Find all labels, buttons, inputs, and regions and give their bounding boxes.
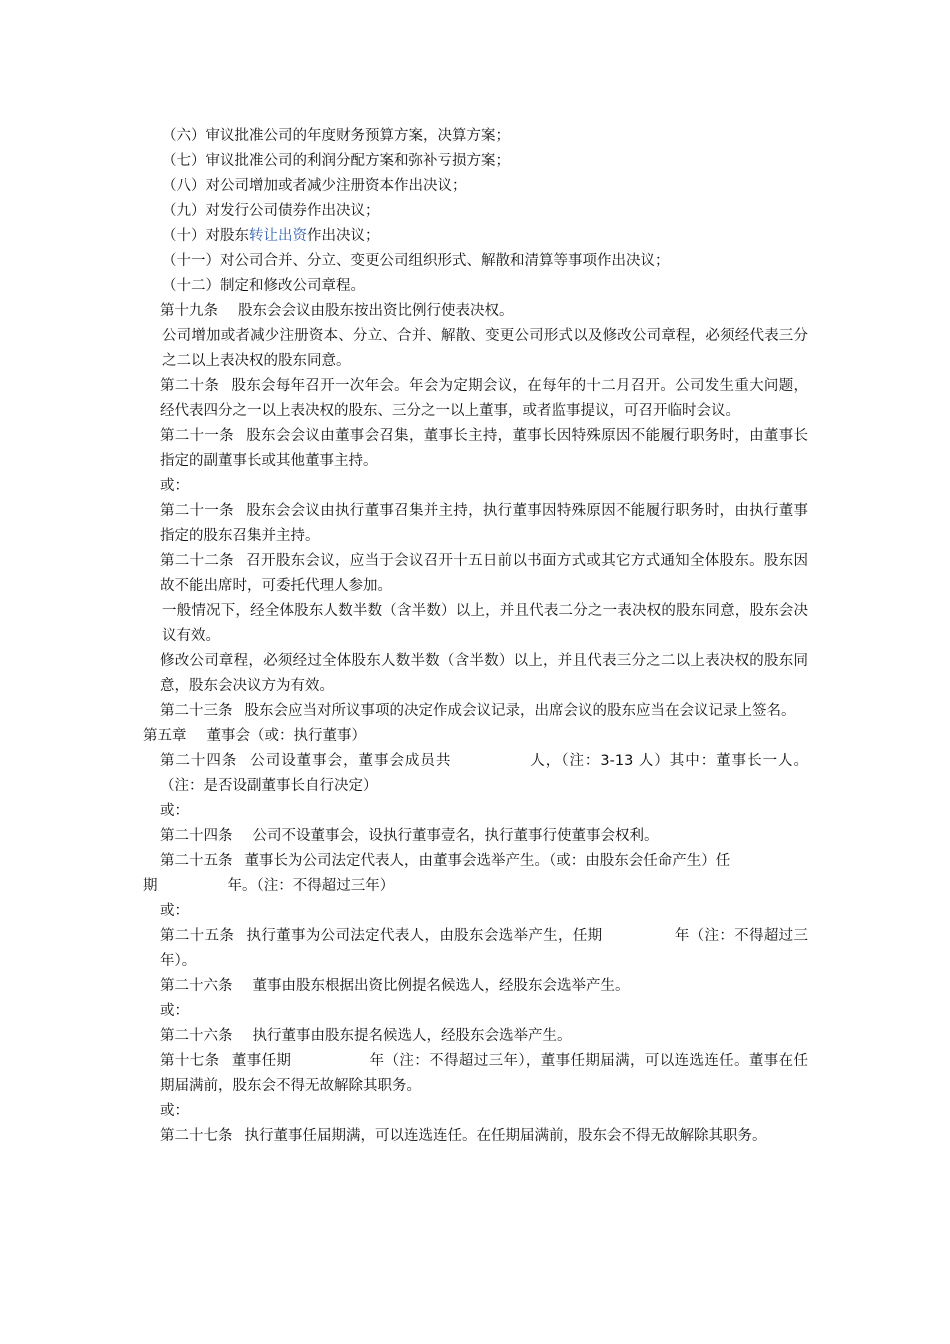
item-9 [143, 199, 808, 224]
or-line-5 [143, 1099, 808, 1124]
item-6-text: （六）审议批准公司的年度财务预算方案，决算方案； [162, 128, 510, 144]
article-26-a-number: 第二十六条 [160, 978, 233, 994]
chapter-5-heading [143, 724, 808, 749]
item-8 [143, 174, 808, 199]
article-23 [143, 699, 808, 724]
article-22-para-3: 修改公司章程，必须经过全体股东人数半数（含半数）以上，并且代表三分之二以上表决权的股东同意，股东会决议方为有效。 [160, 653, 808, 694]
article-19-para-2: 公司增加或者减少注册资本、分立、合并、解散、变更公司形式以及修改公司章程，必须经代表三分之二以上表决权的股东同意。 [162, 328, 808, 369]
chapter-5-number: 第五章 [143, 728, 187, 744]
article-25-a-line-2 [143, 874, 808, 899]
article-21-b [143, 499, 808, 549]
article-23-text: 股东会应当对所议事项的决定作成会议记录，出席会议的股东应当在会议记录上签名。 [244, 703, 796, 719]
item-9-text: （九）对发行公司债券作出决议； [162, 203, 380, 219]
article-26-b [143, 1024, 808, 1049]
item-6 [143, 124, 808, 149]
item-7 [143, 149, 808, 174]
article-22-number: 第二十二条 [160, 553, 234, 569]
article-22-text: 召开股东会议，应当于会议召开十五日前以书面方式或其它方式通知全体股东。股东因故不能出席时，可委托代理人参加。 [160, 553, 808, 594]
article-27-a-text-post: 年（注：不得超过三年），董事任期届满，可以连选连任。董事在任期届满前，股东会不得无故解除其职务。 [160, 1053, 809, 1094]
item-10 [143, 224, 808, 249]
or-text: 或： [160, 1003, 189, 1019]
article-26-a-text: 董事由股东根据出资比例提名候选人，经股东会选举产生。 [252, 978, 630, 994]
document-body [143, 124, 808, 1149]
item-8-text: （八）对公司增加或者减少注册资本作出决议； [162, 178, 467, 194]
article-25-b-text-pre: 执行董事为公司法定代表人，由股东会选举产生，任期 [246, 928, 603, 944]
article-27-a-text-pre: 董事任期 [231, 1053, 292, 1069]
item-10-text-post: 作出决议； [307, 228, 380, 244]
or-text: 或： [160, 478, 189, 494]
article-25-b-number: 第二十五条 [160, 928, 235, 944]
article-24-a-text-post: 人，（注：3-13 人）其中：董事长一人。（注：是否设副董事长自行决定） [160, 753, 809, 794]
article-25-b [143, 924, 808, 974]
article-24-b-text: 公司不设董事会，设执行董事壹名，执行董事行使董事会权利。 [252, 828, 659, 844]
article-27-a [143, 1049, 808, 1099]
article-19 [143, 299, 808, 324]
article-25-a-number: 第二十五条 [160, 853, 233, 869]
article-22-para-2: 一般情况下，经全体股东人数半数（含半数）以上，并且代表二分之一表决权的股东同意，股东会决议有效。 [162, 603, 808, 644]
article-20 [143, 374, 808, 424]
item-12-text: （十二）制定和修改公司章程。 [162, 278, 365, 294]
article-24-b-number: 第二十四条 [160, 828, 233, 844]
article-27-b [143, 1124, 808, 1149]
article-21-b-text: 股东会会议由执行董事召集并主持，执行董事因特殊原因不能履行职务时，由执行董事指定的股东召集并主持。 [160, 503, 808, 544]
article-20-text: 股东会每年召开一次年会。年会为定期会议，在每年的十二月召开。公司发生重大问题，经代表四分之一以上表决权的股东、三分之一以上董事，或者监事提议，可召开临时会议。 [160, 378, 809, 419]
article-27-a-number: 第十七条 [160, 1053, 220, 1069]
article-26-a [143, 974, 808, 999]
article-21-a-text: 股东会会议由董事会召集，董事长主持，董事长因特殊原因不能履行职务时，由董事长指定的副董事长或其他董事主持。 [160, 428, 808, 469]
article-22 [143, 549, 808, 599]
chapter-5-title: 董事会（或：执行董事） [206, 728, 366, 744]
item-11-text: （十一）对公司合并、分立、变更公司组织形式、解散和清算等事项作出决议； [162, 253, 670, 269]
article-27-b-number: 第二十七条 [160, 1128, 233, 1144]
transfer-capital-link[interactable]: 转让出资 [249, 228, 307, 244]
or-text: 或： [160, 903, 189, 919]
or-line-3 [143, 899, 808, 924]
article-25-a-term-note: 年。（注：不得超过三年） [227, 878, 395, 894]
article-21-a [143, 424, 808, 474]
article-25-a-line-1 [143, 849, 808, 874]
article-25-b-text-post: 年（注：不得超过三年）。 [160, 928, 809, 969]
or-text: 或： [160, 1103, 189, 1119]
or-line-4 [143, 999, 808, 1024]
article-24-b [143, 824, 808, 849]
item-10-text-pre: （十）对股东 [162, 228, 249, 244]
article-21-a-number: 第二十一条 [160, 428, 234, 444]
article-25-a-term-label: 期 [143, 878, 158, 894]
item-11 [143, 249, 808, 274]
article-24-a-text-pre: 公司设董事会，董事会成员共 [249, 753, 452, 769]
article-26-b-text: 执行董事由股东提名候选人，经股东会选举产生。 [252, 1028, 572, 1044]
article-24-a [143, 749, 808, 799]
article-19-number: 第十九条 [160, 303, 218, 319]
article-26-b-number: 第二十六条 [160, 1028, 233, 1044]
or-line-1 [143, 474, 808, 499]
item-7-text: （七）审议批准公司的利润分配方案和弥补亏损方案； [162, 153, 510, 169]
article-23-number: 第二十三条 [160, 703, 233, 719]
article-27-b-text: 执行董事任届期满，可以连选连任。在任期届满前，股东会不得无故解除其职务。 [244, 1128, 767, 1144]
article-25-a-text: 董事长为公司法定代表人，由董事会选举产生。（或：由股东会任命产生）任 [244, 853, 731, 869]
or-text: 或： [160, 803, 189, 819]
or-line-2 [143, 799, 808, 824]
article-24-a-number: 第二十四条 [160, 753, 238, 769]
article-19-text: 股东会会议由股东按出资比例行使表决权。 [238, 303, 514, 319]
item-12 [143, 274, 808, 299]
article-21-b-number: 第二十一条 [160, 503, 234, 519]
article-20-number: 第二十条 [160, 378, 220, 394]
